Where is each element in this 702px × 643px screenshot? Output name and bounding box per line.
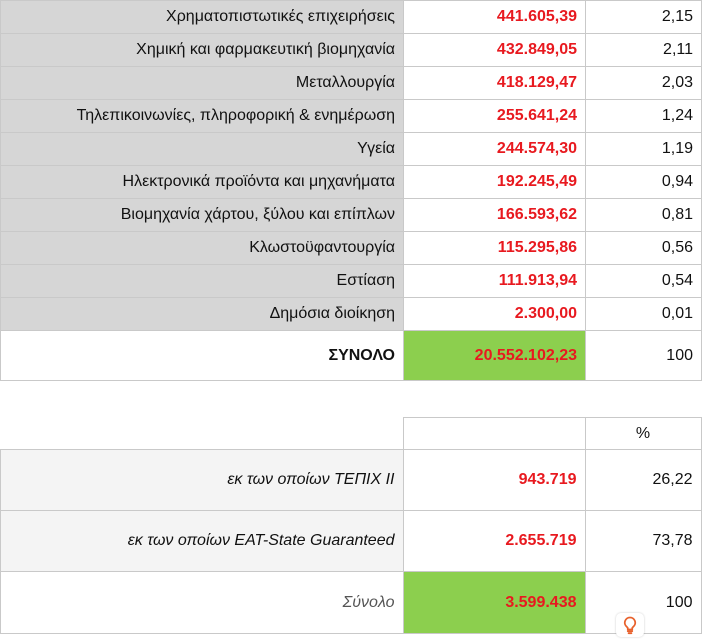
breakdown-table <box>0 417 702 634</box>
sector-percent: 0,54 <box>586 265 702 298</box>
table-row <box>1 199 702 232</box>
total-amount: 20.552.102,23 <box>404 331 586 381</box>
sector-amount: 432.849,05 <box>404 34 586 67</box>
sector-amount: 115.295,86 <box>404 232 586 265</box>
table-row <box>1 232 702 265</box>
breakdown-total-label: Σύνολο <box>1 572 404 634</box>
total-row <box>1 331 702 381</box>
sector-percent: 2,15 <box>586 1 702 34</box>
sector-amount: 192.245,49 <box>404 166 586 199</box>
sector-percent: 1,19 <box>586 133 702 166</box>
sector-amount: 244.574,30 <box>404 133 586 166</box>
sector-amount: 441.605,39 <box>404 1 586 34</box>
sector-amount: 111.913,94 <box>404 265 586 298</box>
sector-name: Υγεία <box>1 133 404 166</box>
sector-name: Χρηματοπιστωτικές επιχειρήσεις <box>1 1 404 34</box>
breakdown-total-amount: 3.599.438 <box>403 572 585 634</box>
percent-header: % <box>585 418 701 450</box>
lightbulb-icon-graphic <box>620 615 640 635</box>
table-row <box>1 450 702 511</box>
table-row <box>1 1 702 34</box>
sector-amount: 2.300,00 <box>404 298 586 331</box>
breakdown-name: εκ των οποίων ΤΕΠΙΧ ΙΙ <box>1 450 404 511</box>
table-row <box>1 298 702 331</box>
table-row <box>1 34 702 67</box>
sector-name: Ηλεκτρονικά προϊόντα και μηχανήματα <box>1 166 404 199</box>
sector-name: Χημική και φαρμακευτική βιομηχανία <box>1 34 404 67</box>
lightbulb-icon[interactable] <box>616 613 644 637</box>
sector-percent: 0,56 <box>586 232 702 265</box>
table-row <box>1 265 702 298</box>
breakdown-header-row <box>1 418 702 450</box>
total-percent: 100 <box>586 331 702 381</box>
total-label: ΣΥΝΟΛΟ <box>1 331 404 381</box>
breakdown-total-row <box>1 572 702 634</box>
sector-amount: 418.129,47 <box>404 67 586 100</box>
table-row <box>1 511 702 572</box>
breakdown-amount: 943.719 <box>403 450 585 511</box>
sector-name: Μεταλλουργία <box>1 67 404 100</box>
sector-name: Κλωστοϋφαντουργία <box>1 232 404 265</box>
header-blank-cell <box>1 418 404 450</box>
header-blank-cell <box>403 418 585 450</box>
sector-name: Εστίαση <box>1 265 404 298</box>
sector-name: Τηλεπικοινωνίες, πληροφορική & ενημέρωση <box>1 100 404 133</box>
table-row <box>1 166 702 199</box>
sector-percent: 2,11 <box>586 34 702 67</box>
sector-amount: 255.641,24 <box>404 100 586 133</box>
sector-percent: 0,01 <box>586 298 702 331</box>
table-row <box>1 133 702 166</box>
sector-amount: 166.593,62 <box>404 199 586 232</box>
sector-percent: 0,94 <box>586 166 702 199</box>
breakdown-percent: 26,22 <box>585 450 701 511</box>
sector-name: Δημόσια διοίκηση <box>1 298 404 331</box>
sector-percent: 1,24 <box>586 100 702 133</box>
sector-name: Βιομηχανία χάρτου, ξύλου και επίπλων <box>1 199 404 232</box>
table-row <box>1 67 702 100</box>
breakdown-percent: 73,78 <box>585 511 701 572</box>
sector-percent: 2,03 <box>586 67 702 100</box>
sector-percent: 0,81 <box>586 199 702 232</box>
table-row <box>1 100 702 133</box>
breakdown-total-percent: 100 <box>585 572 701 634</box>
breakdown-name: εκ των οποίων EAT-State Guaranteed <box>1 511 404 572</box>
breakdown-amount: 2.655.719 <box>403 511 585 572</box>
